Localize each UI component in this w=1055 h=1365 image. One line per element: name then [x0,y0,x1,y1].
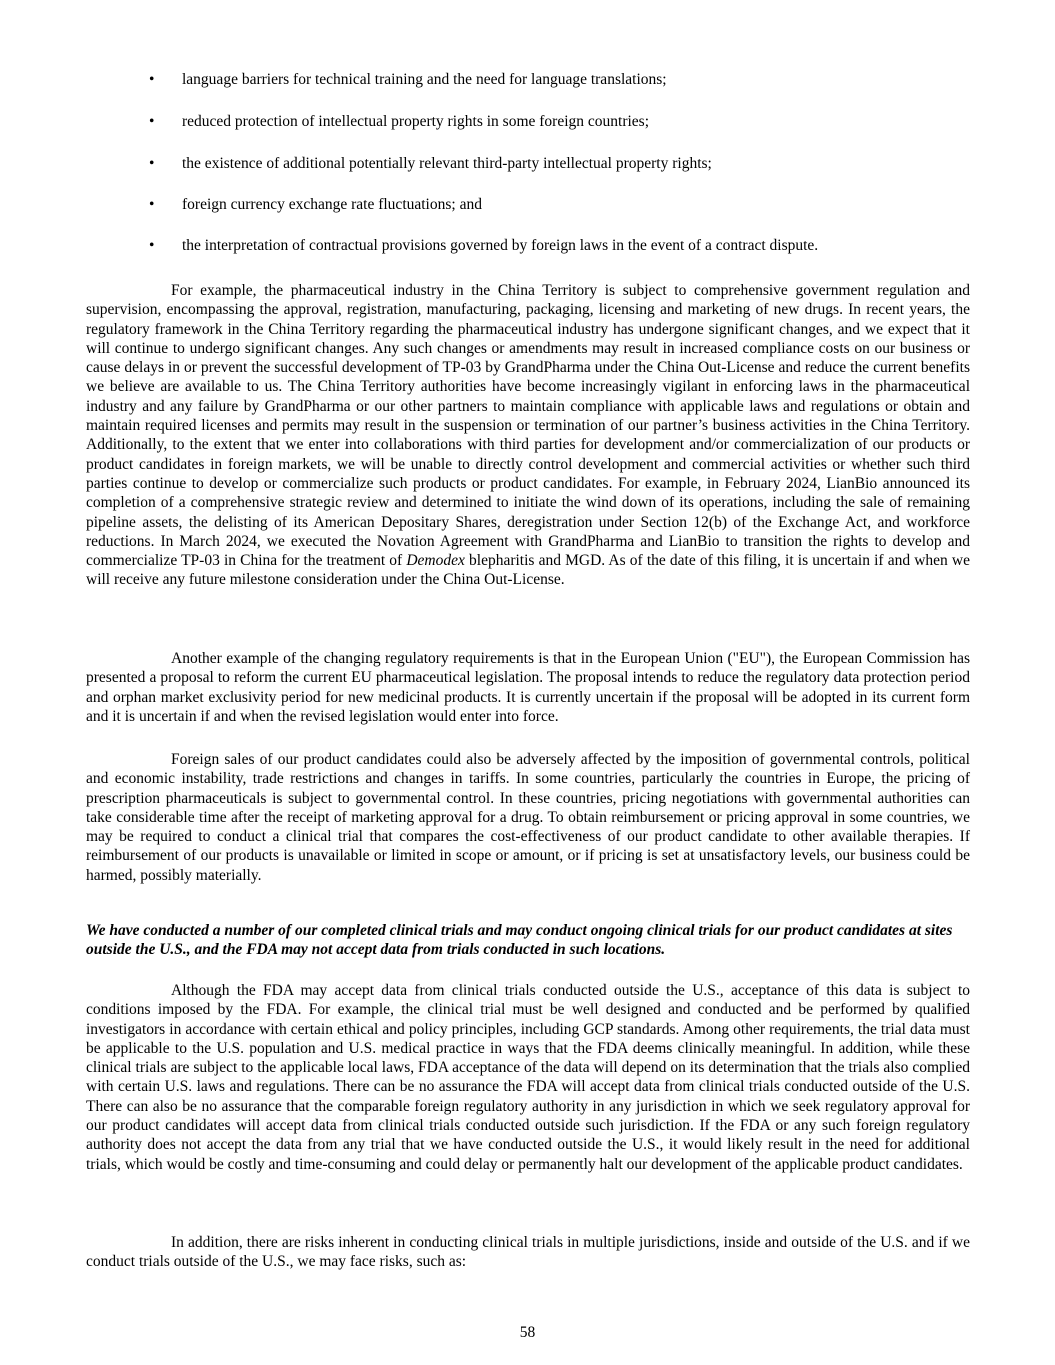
bullet-item [0,236,1055,256]
page-number: 58 [519,1324,536,1341]
paragraph-fda-acceptance: Although the FDA may accept data from clinical trials conducted outside the U.S., acceptance of this data is subject to conditions imposed by the FDA. For example, the clinical trial must be well designed and conducted and be performed by qualified investigators in accordance with certain ethical and policy principles, including GCP standards. Among other requirements, the trial data must be applicable to the U.S. population and U.S. medical practice in ways that the FDA deems clinically meaningful. In addition, while these clinical trials are subject to the applicable local laws, FDA acceptance of the data will depend on its determination that the trials also complied with certain U.S. laws and regulations. There can be no assurance the FDA will accept data from clinical trials conducted outside of the U.S. There can also be no assurance that the comparable foreign regulatory authority in any jurisdiction in which we seek regulatory approval for our product candidates will accept data from clinical trials conducted outside such jurisdiction. If the FDA or any such foreign regulatory authority does not accept the data from any trial that we have conducted outside the U.S., it would likely result in the need for additional trials, which would be costly and time-consuming and could delay or permanently halt our development of the applicable product candidates. [86,982,970,1173]
paragraph-jurisdiction-risks: In addition, there are risks inherent in conducting clinical trials in multiple jurisdictions, inside and outside of the U.S. and if we conduct trials outside of the U.S., we may face risks, such as: [86,1234,970,1271]
bullet-text: the interpretation of contractual provisions governed by foreign laws in the event of a contract dispute. [182,237,819,254]
bullet-item [0,70,1055,90]
paragraph-text: For example, the pharmaceutical industry in the China Territory is subject to comprehensive government regulation and supervision, encompassing the approval, registration, manufacturing, packaging, licensing and marketing of new drugs. In recent years, the regulatory framework in the China Territory regarding the pharmaceutical industry has undergone significant changes, and we expect that it will continue to undergo significant changes. Any such changes or amendments may result in increased compliance costs on our business or cause delays in or prevent the successful development of TP-03 by GrandPharma under the China Out-License and reduce the current benefits we believe are available to us. The China Territory authorities have become increasingly vigilant in enforcing laws in the pharmaceutical industry and any failure by GrandPharma or our other partners to maintain compliance with applicable laws and regulations or obtain and maintain required licenses and permits may result in the suspension or termination of our partner’s business activities in the China Territory. Additionally, to the extent that we enter into collaborations with third parties for development and/or commercialization of our products or product candidates in foreign markets, we will be unable to directly control development and commercial activities or whether such third parties continue to develop or commercialize such products or product candidates. For example, in February 2024, LianBio announced its completion of a comprehensive strategic review and determined to initiate the wind down of its operations, including the sale of remaining pipeline assets, the delisting of its American Depositary Shares, deregistration under Section 12(b) of the Exchange Act, and workforce reductions. In March 2024, we executed the Novation Agreement with GrandPharma and LianBio to transition the rights to develop and commercialize TP-03 in China for the treatment of [86,282,970,570]
italic-term: Demodex [406,552,465,570]
bullet-item [0,154,1055,174]
bullet-symbol: • [149,196,155,213]
paragraph-eu-regulation: Another example of the changing regulatory requirements is that in the European Union ("EU"), the European Commission has presented a proposal to reform the current EU pharmaceutical legislation. The proposal intends to reduce the regulatory data protection period and orphan market exclusivity period for new medicinal products. It is currently uncertain if the proposal will be adopted in its current form and it is uncertain if and when the revised legislation would enter into force. [86,650,970,725]
bullet-symbol: • [149,237,155,254]
bullet-symbol: • [149,71,155,88]
section-heading: We have conducted a number of our completed clinical trials and may conduct ongoing clinical trials for our product candidates at sites outside the U.S., and the FDA may not accept data from trials conducted in such locations. [86,922,953,959]
paragraph-foreign-sales: Foreign sales of our product candidates could also be adversely affected by the imposition of governmental controls, political and economic instability, trade restrictions and changes in tariffs. In some countries, particularly the countries in Europe, the pricing of prescription pharmaceuticals is subject to governmental control. In these countries, pricing negotiations with governmental authorities can take considerable time after the receipt of marketing approval for a drug. To obtain reimbursement or pricing approval in some countries, we may be required to conduct a clinical trial that compares the cost-effectiveness of our product candidate to other available therapies. If reimbursement of our products is unavailable or limited in scope or amount, or if pricing is set at unsatisfactory levels, our business could be harmed, possibly materially. [86,751,970,884]
paragraph-text: blepharitis and MGD. As of the date of this filing, it is uncertain if and when we will receive any future milestone consideration under the China Out-License. [86,552,970,589]
bullet-text: language barriers for technical training and the need for language translations; [182,71,667,88]
bullet-text: foreign currency exchange rate fluctuations; and [182,196,482,213]
bullet-symbol: • [149,155,155,172]
paragraph-china-territory [86,281,970,590]
bullet-symbol: • [149,113,155,130]
bullet-item [0,112,1055,132]
bullet-text: reduced protection of intellectual property rights in some foreign countries; [182,113,650,130]
bullet-text: the existence of additional potentially relevant third-party intellectual property rights; [182,155,712,172]
bullet-item [0,195,1055,215]
